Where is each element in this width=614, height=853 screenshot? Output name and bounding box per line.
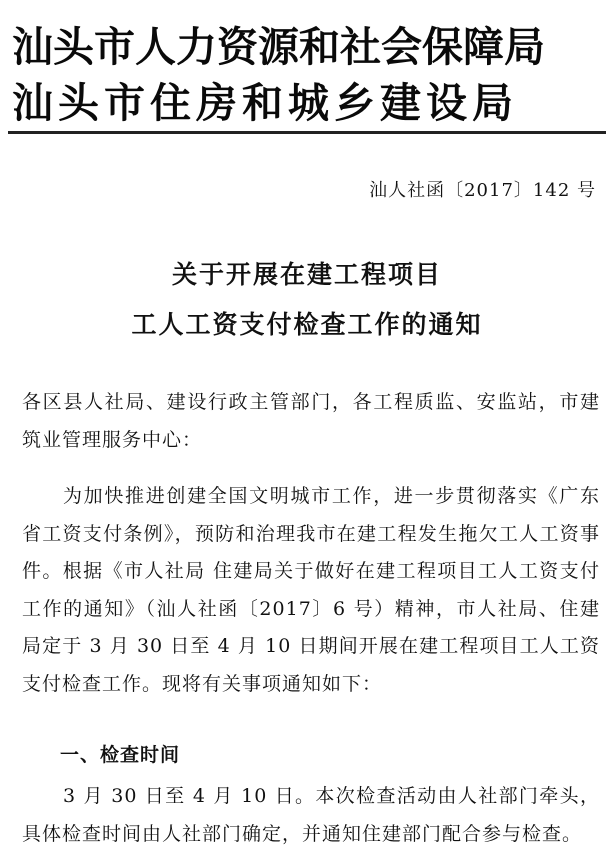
section-1-heading: 一、检查时间 (60, 744, 181, 766)
recipients-paragraph: 各区县人社局、建设行政主管部门，各工程质监、安监站，市建筑业管理服务中心： (22, 391, 600, 451)
document-title-line-2: 工人工资支付检查工作的通知 (131, 310, 483, 339)
header-divider (8, 131, 606, 134)
intro-paragraph: 为加快推进创建全国文明城市工作，进一步贯彻落实《广东省工资支付条例》，预防和治理我市在建工程发生拖欠工人工资事件。根据《市人社局 住建局关于做好在建工程项目工人工资支付工作的通知》（汕人社函〔2017〕6 号）精神，市人社局、住建局定于 3 月 30 日至 4 月 10 日期间开展在建工程项目工人工资支付检查工作。现将有关事项通知如下： (22, 485, 600, 695)
issuer-line-2: 汕头市住房和城乡建设局 (12, 79, 518, 127)
issuer-line-1: 汕头市人力资源和社会保障局 (12, 23, 545, 71)
document-title-line-1: 关于开展在建工程项目 (171, 260, 442, 289)
document-number: 汕人社函〔2017〕142 号 (369, 180, 596, 201)
section-1-paragraph: 3 月 30 日至 4 月 10 日。本次检查活动由人社部门牵头，具体检查时间由人社部门确定，并通知住建部门配合参与检查。 (22, 785, 600, 845)
